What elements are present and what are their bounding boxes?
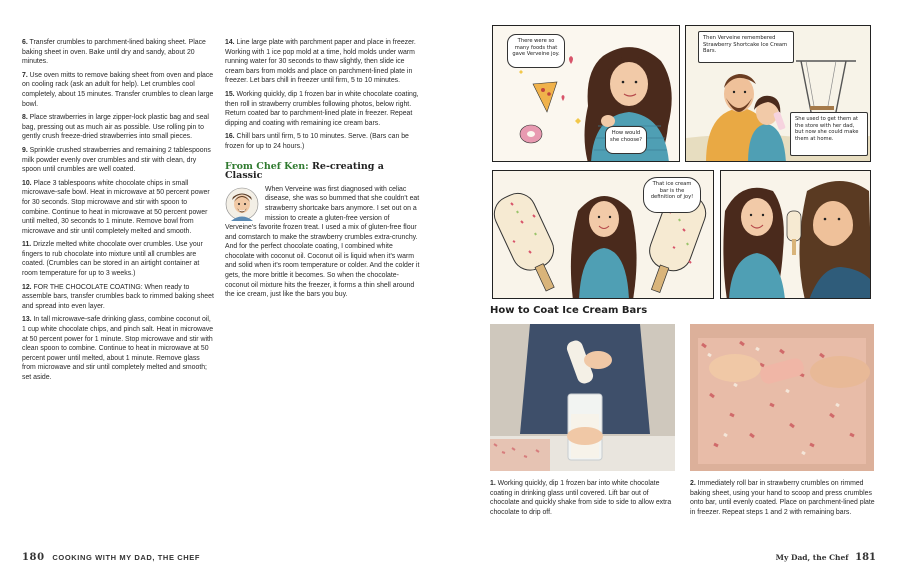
step-16: 16. Chill bars until firm, 5 to 10 minutes. Serve. (Bars can be frozen for up to 24 hours.) xyxy=(225,133,409,150)
step-10: 10. Place 3 tablespoons white chocolate chips in small microwave-safe bowl. Heat in microwave at 50 percent power for 30 seconds. Stop microwave and stir with spoon to combine. Continue to heat in microwave at 50 percent power until melted, 30 seconds to 1 minute. Remove bowl from microwave and stir until completely melted and smooth. xyxy=(22,179,210,235)
dipping-photo-illustration xyxy=(490,324,675,471)
recipe-steps-column-1 xyxy=(22,38,215,387)
speech-bubble: There were so many foods that gave Verveine joy. xyxy=(507,34,565,68)
step-12: 12. FOR THE CHOCOLATE COATING: When ready to assemble bars, transfer crumbles back to rimmed baking sheet and spread into even layer. xyxy=(22,283,214,310)
page-number-right: 181 xyxy=(855,552,876,563)
step-11: 11. Drizzle melted white chocolate over crumbles. Use your fingers to rub chocolate into mixture until all crumbles are coated. (Crumbles can be stored in an airtight container at room temperature for up to 3 weeks.) xyxy=(22,241,203,278)
comic-panel-3 xyxy=(492,170,714,299)
speech-bubble: How would she choose? xyxy=(605,126,647,154)
step-7: 7. Use oven mitts to remove baking sheet from oven and place on cooling rack (ask an adult for help). Let crumbles cool completely, about 15 minutes. Transfer crumbles to clean large bowl. xyxy=(22,71,214,108)
chef-ken-avatar xyxy=(225,187,259,221)
rolling-photo-illustration xyxy=(690,324,874,471)
comic-panel-1 xyxy=(492,25,680,162)
caption-step-1: 1. Working quickly, dip 1 frozen bar into white chocolate coating in drinking glass until covered. Lift bar out of chocolate and quickly shake from side to side to allow extra chocolate to drip off. xyxy=(490,480,672,516)
caption-box: Then Verveine remembered Strawberry Shortcake Ice Cream Bars. xyxy=(698,31,794,63)
running-head-right: My Dad, the Chef xyxy=(775,553,849,562)
comic-panel-2 xyxy=(685,25,871,162)
right-page xyxy=(450,0,900,578)
step-6: 6. Transfer crumbles to parchment-lined baking sheet. Place baking sheet in oven. Bake until dry and sandy, about 20 minutes. xyxy=(22,39,206,66)
page-number-left: 180 xyxy=(22,552,45,563)
caption-step-2: 2. Immediately roll bar in strawberry crumbles on rimmed baking sheet, using your hand to scoop and press crumbles onto bar, until evenly coated. Place on parchment-lined plate in freezer. Repeat steps 1 and 2 with remaining bars. xyxy=(690,480,875,516)
speech-bubble: That ice cream bar is the definition of joy! xyxy=(643,177,701,213)
photo-rolling-bar xyxy=(690,324,874,471)
step-13: 13. In tall microwave-safe drinking glass, combine coconut oil, 1 cup white chocolate chips, and pinch salt. Heat in microwave at 50 percent power for 1 minute. Stop microwave and stir with clean spoon to combine. Continue to heat in microwave at 50 percent power until melted, about 1 minute. Remove glass from microwave and stir until completely melted and smooth; set aside. xyxy=(22,316,214,381)
right-page-footer xyxy=(776,552,876,563)
step-9: 9. Sprinkle crushed strawberries and remaining 2 tablespoons milk powder evenly over crumbles and stir with clean, dry spoon until crumbles are well coated. xyxy=(22,146,211,174)
section-title: How to Coat Ice Cream Bars xyxy=(490,305,648,316)
step-8: 8. Place strawberries in large zipper-lock plastic bag and seal bag, pressing out as much air as possible. Use rolling pin to gently crush freeze-dried strawberries into small pieces. xyxy=(22,114,209,141)
left-page-footer xyxy=(22,552,200,563)
caption-box: She used to get them at the store with her dad, but now she could make them at home. xyxy=(790,112,868,156)
step-15: 15. Working quickly, dip 1 frozen bar in white chocolate coating, then roll in strawberry crumbles following photos, below right. Return coated bar to parchment-lined plate in freezer. Repeat dipping and coating with remaining ice cream bars. xyxy=(225,90,419,127)
step-14: 14. Line large plate with parchment paper and place in freezer. Working with 1 ice pop mold at a time, hold molds under warm running water for 30 seconds to thaw slightly, then slide ice cream bars from molds and place on parchment-lined plate in freezer. Let bars chill in freezer until firm, 5 to 10 minutes. xyxy=(225,39,416,85)
photo-dipping-bar xyxy=(490,324,675,471)
chef-note: When Verveine was first diagnosed with celiac disease, she was so bummed that she couldn't eat strawberry shortcake bars anymore. I set out on a mission to create a gluten-free version of Verveine's favorite frozen treat. I used a mix of gluten-free flour and cornstarch to make the strawberry crumbles extra-crunchy. And for the perfect chocolate coating, I combined white chocolate with coconut oil. Coconut oil is liquid when it's warm and solid when it's room temperature or colder. And the colder it gets, the more brittle it becomes. So when the chocolate-coconut oil mixture hits the freezer, it forms a thin shell around the ice cream, just like the bars you buy. xyxy=(225,185,420,299)
running-head-left: COOKING WITH MY DAD, THE CHEF xyxy=(52,553,201,562)
recipe-steps-column-2 xyxy=(225,38,421,300)
chef-note-title: From Chef Ken: Re-creating a Classic xyxy=(225,160,384,182)
comic-panel-4 xyxy=(720,170,871,299)
verveine-and-dad-eating-illustration xyxy=(721,171,871,299)
